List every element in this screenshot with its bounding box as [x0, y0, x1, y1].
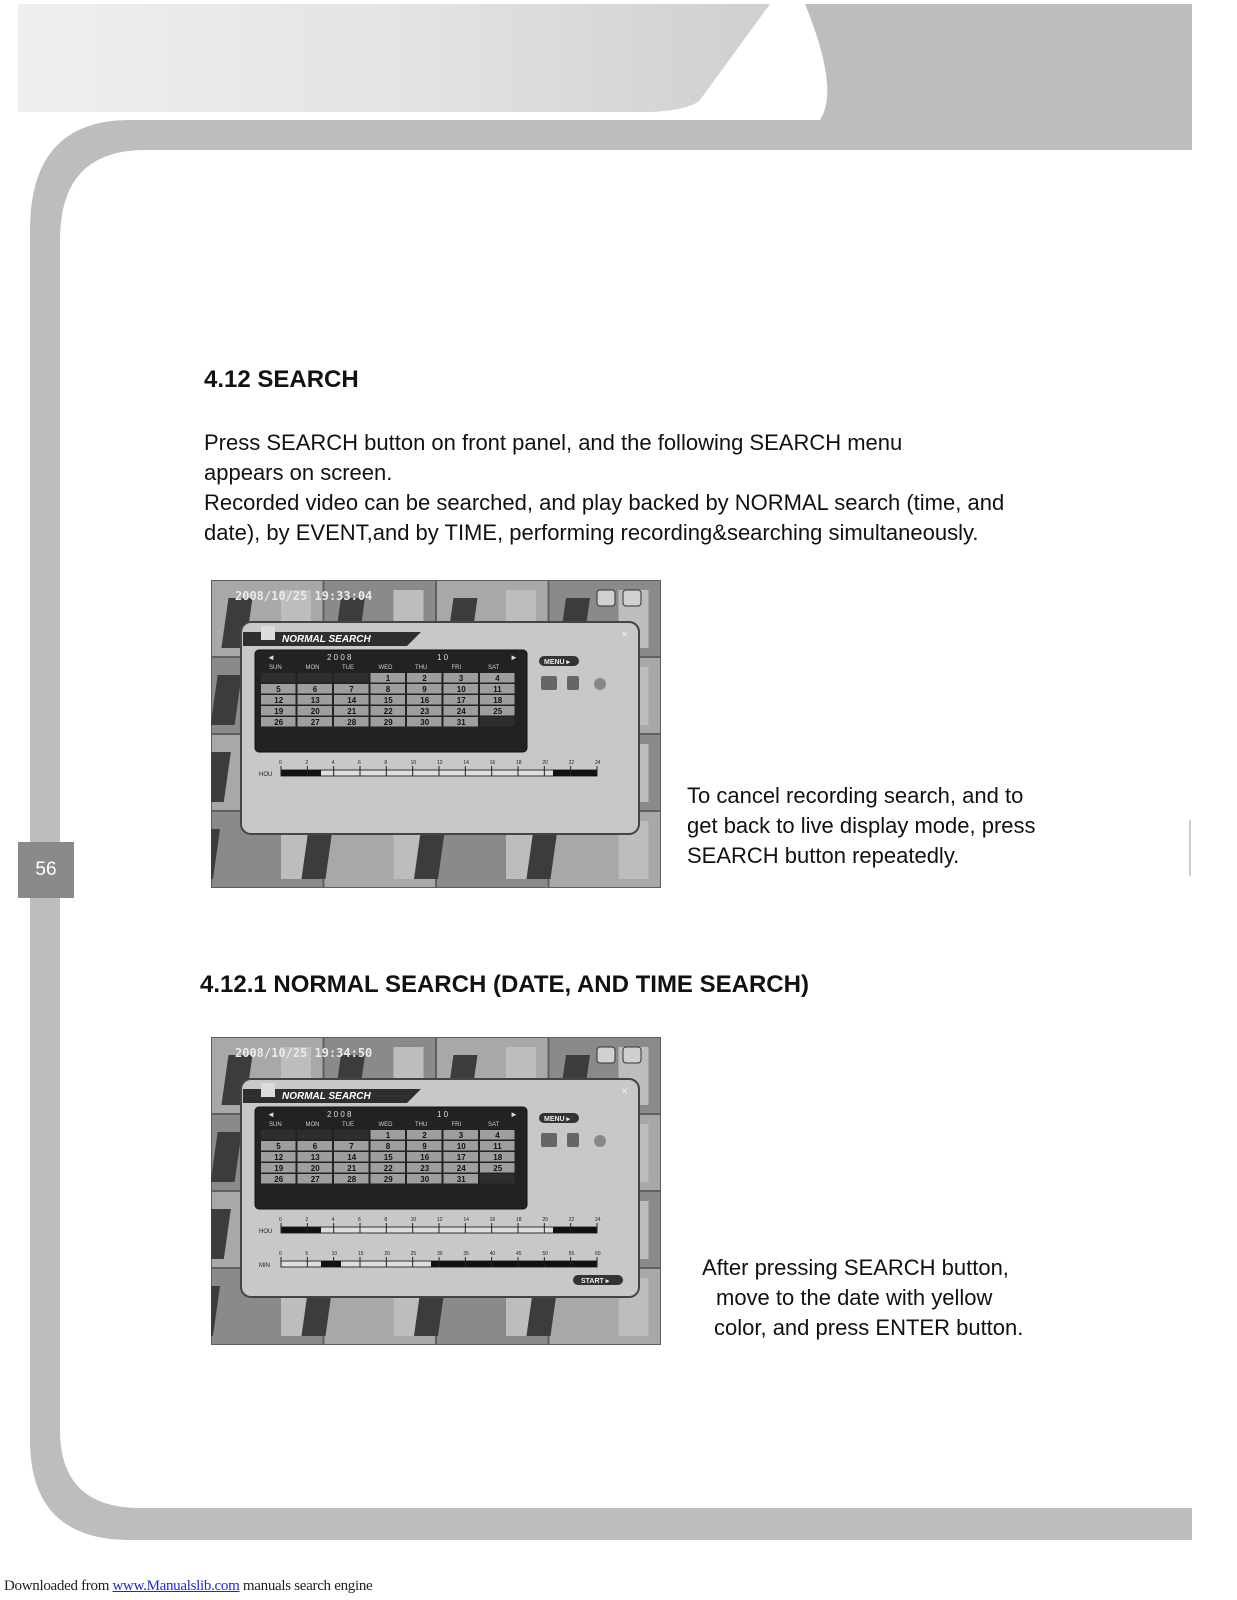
intro-paragraph — [204, 428, 1104, 548]
minute-tick-label: 5 — [305, 1251, 309, 1257]
backup-icon — [594, 1135, 606, 1147]
month-label: 1 0 — [437, 653, 449, 662]
archive-icon — [567, 676, 579, 690]
cancel-note — [687, 781, 1087, 871]
note-line: After pressing SEARCH button, — [702, 1255, 1009, 1280]
calendar-day: 11 — [493, 685, 502, 694]
hour-tick-label: 12 — [437, 760, 443, 766]
date-select-note — [702, 1253, 1102, 1343]
calendar-day: 3 — [458, 1131, 464, 1140]
weekday-label: THU — [415, 1122, 428, 1128]
recorded-segment — [553, 770, 597, 776]
next-month-button: ► — [510, 653, 518, 662]
close-icon: × — [621, 627, 629, 641]
hour-tick-label: 20 — [542, 1217, 548, 1223]
footer — [4, 1578, 372, 1595]
calendar-day: 24 — [456, 707, 466, 716]
calendar-day-cell — [261, 1130, 296, 1140]
calendar-day: 1 — [385, 674, 391, 683]
hour-tick-label: 24 — [595, 1217, 601, 1223]
calendar-day: 23 — [420, 707, 430, 716]
hour-tick-label: 0 — [279, 760, 282, 766]
calendar-day: 13 — [310, 1153, 320, 1162]
calendar-day: 5 — [276, 1142, 281, 1151]
note-line: To cancel recording search, and to — [687, 783, 1024, 808]
event-icon — [541, 1133, 557, 1147]
calendar-day: 18 — [493, 1153, 503, 1162]
calendar-day: 3 — [458, 674, 464, 683]
calendar-day: 15 — [383, 696, 393, 705]
weekday-label: SUN — [269, 665, 282, 671]
footer-suffix: manuals search engine — [239, 1578, 373, 1594]
calendar-day-cell — [298, 673, 333, 683]
calendar-day: 25 — [493, 1164, 503, 1173]
calendar-day: 27 — [310, 718, 320, 727]
calendar-day: 6 — [312, 685, 318, 694]
calendar-day: 30 — [420, 1175, 430, 1184]
calendar-day-cell — [261, 673, 296, 683]
calendar-day: 30 — [420, 718, 430, 727]
calendar-day: 16 — [420, 696, 430, 705]
weekday-label: MON — [305, 1122, 320, 1128]
next-month-button: ► — [510, 1110, 518, 1119]
calendar-day: 4 — [495, 1131, 500, 1140]
calendar-day: 28 — [347, 718, 357, 727]
dialog-title: NORMAL SEARCH — [282, 1091, 371, 1102]
prev-month-button: ◄ — [267, 1110, 275, 1119]
hour-tick-label: 16 — [489, 760, 496, 766]
calendar-day: 21 — [347, 707, 357, 716]
year-label: 2 0 0 8 — [327, 1110, 352, 1119]
hour-tick-label: 2 — [305, 760, 309, 766]
calendar-day: 11 — [493, 1142, 502, 1151]
hour-tick-label: 6 — [358, 760, 361, 766]
calendar-day: 1 — [385, 1131, 391, 1140]
osd-icon — [623, 590, 641, 606]
osd-icon — [597, 1047, 615, 1063]
prev-month-button: ◄ — [267, 653, 275, 662]
calendar-day: 23 — [420, 1164, 430, 1173]
calendar-day: 22 — [383, 1164, 393, 1173]
weekday-label: WED — [378, 665, 393, 671]
osd-icon — [623, 1047, 641, 1063]
calendar-day: 19 — [274, 1164, 284, 1173]
calendar-day: 2 — [422, 1131, 427, 1140]
note-line: color, and press ENTER button. — [714, 1315, 1024, 1340]
calendar-day-cell — [480, 1174, 515, 1184]
calendar-day: 8 — [385, 1142, 391, 1151]
calendar-day: 13 — [310, 696, 320, 705]
calendar-day: 12 — [274, 1153, 284, 1162]
archive-icon — [567, 1133, 579, 1147]
weekday-label: SAT — [488, 1122, 500, 1128]
calendar-day: 29 — [383, 1175, 393, 1184]
search-icon — [261, 1083, 275, 1097]
calendar-day: 8 — [385, 685, 391, 694]
hour-label: HOU — [259, 772, 273, 778]
timestamp-text: 2008/10/25 19:34:50 — [235, 1046, 373, 1060]
calendar-day: 28 — [347, 1175, 357, 1184]
subsection-title: 4.12.1 NORMAL SEARCH (DATE, AND TIME SEARCH) — [200, 971, 809, 998]
recorded-segment — [281, 770, 321, 776]
minute-tick-label: 15 — [358, 1251, 364, 1257]
calendar-day: 17 — [456, 1153, 466, 1162]
minute-tick-label: 10 — [331, 1251, 338, 1257]
calendar-day: 4 — [495, 674, 500, 683]
calendar-day: 17 — [456, 696, 466, 705]
weekday-label: MON — [305, 665, 320, 671]
hour-tick-label: 20 — [542, 760, 548, 766]
calendar-day-cell — [334, 673, 369, 683]
weekday-label: TUE — [342, 1122, 354, 1128]
calendar-day: 10 — [456, 1142, 466, 1151]
hour-tick-label: 10 — [410, 760, 417, 766]
calendar-day: 25 — [493, 707, 503, 716]
hour-label: HOU — [259, 1229, 273, 1235]
calendar-day: 24 — [456, 1164, 466, 1173]
calendar-day: 29 — [383, 718, 393, 727]
hour-tick-label: 6 — [358, 1217, 361, 1223]
intro-line: Recorded video can be searched, and play backed by NORMAL search (time, and — [204, 490, 1005, 515]
intro-line: Press SEARCH button on front panel, and the following SEARCH menu — [204, 430, 903, 455]
recorded-segment — [431, 1261, 597, 1267]
calendar-day-cell — [298, 1130, 333, 1140]
weekday-label: TUE — [342, 665, 354, 671]
weekday-label: SUN — [269, 1122, 282, 1128]
hour-tick-label: 18 — [516, 1217, 522, 1223]
minute-tick-label: 60 — [595, 1251, 601, 1257]
year-label: 2 0 0 8 — [327, 653, 352, 662]
calendar-day: 14 — [347, 1153, 357, 1162]
hour-tick-label: 18 — [516, 760, 522, 766]
minute-tick-label: 40 — [489, 1251, 496, 1257]
calendar-day: 26 — [274, 718, 284, 727]
calendar-day: 19 — [274, 707, 284, 716]
calendar-day: 7 — [349, 685, 354, 694]
calendar-day: 14 — [347, 696, 357, 705]
section-title: 4.12 SEARCH — [204, 366, 359, 393]
menu-label: MENU ▸ — [544, 1116, 571, 1123]
hour-tick-label: 2 — [305, 1217, 309, 1223]
timestamp-text: 2008/10/25 19:33:04 — [235, 589, 373, 603]
weekday-label: FRI — [451, 665, 462, 671]
calendar-day-cell — [334, 1130, 369, 1140]
minute-tick-label: 30 — [437, 1251, 443, 1257]
minute-tick-label: 35 — [463, 1251, 469, 1257]
minute-tick-label: 50 — [542, 1251, 548, 1257]
calendar-day: 20 — [310, 707, 320, 716]
hour-tick-label: 14 — [463, 1217, 469, 1223]
hour-tick-label: 0 — [279, 1217, 282, 1223]
calendar-day: 6 — [312, 1142, 318, 1151]
calendar-day: 16 — [420, 1153, 430, 1162]
recorded-segment — [553, 1227, 597, 1233]
hour-tick-label: 16 — [489, 1217, 496, 1223]
weekday-label: FRI — [451, 1122, 462, 1128]
recorded-segment — [281, 1227, 321, 1233]
recorded-segment — [321, 1261, 341, 1267]
note-line: SEARCH button repeatedly. — [687, 843, 960, 868]
minute-tick-label: 25 — [410, 1251, 417, 1257]
osd-icon — [597, 590, 615, 606]
minute-tick-label: 20 — [384, 1251, 390, 1257]
calendar-day: 18 — [493, 696, 503, 705]
hour-tick-label: 4 — [331, 1217, 335, 1223]
minute-label: MIN — [259, 1263, 270, 1269]
calendar-day: 9 — [422, 1142, 427, 1151]
hour-tick-label: 12 — [437, 1217, 443, 1223]
calendar-day: 31 — [456, 1175, 466, 1184]
footer-prefix: Downloaded from — [4, 1578, 113, 1594]
calendar-day: 5 — [276, 685, 281, 694]
calendar-day: 26 — [274, 1175, 284, 1184]
calendar-day: 9 — [422, 685, 427, 694]
hour-tick-label: 8 — [384, 760, 388, 766]
hour-tick-label: 24 — [595, 760, 601, 766]
weekday-label: SAT — [488, 665, 500, 671]
note-line: move to the date with yellow — [716, 1285, 993, 1310]
minute-tick-label: 45 — [516, 1251, 522, 1257]
hour-tick-label: 10 — [410, 1217, 417, 1223]
minute-tick-label: 55 — [568, 1251, 575, 1257]
hour-tick-label: 8 — [384, 1217, 388, 1223]
search-icon — [261, 626, 275, 640]
event-icon — [541, 676, 557, 690]
normal-search-screenshot-1 — [211, 580, 661, 888]
calendar-day: 15 — [383, 1153, 393, 1162]
calendar-day: 31 — [456, 718, 466, 727]
manualslib-link[interactable]: www.Manualslib.com — [112, 1578, 240, 1594]
minute-tick-label: 0 — [279, 1251, 282, 1257]
intro-line: date), by EVENT,and by TIME, performing recording&searching simultaneously. — [204, 520, 979, 545]
calendar-day: 27 — [310, 1175, 320, 1184]
hour-tick-label: 22 — [568, 760, 575, 766]
calendar-day: 12 — [274, 696, 284, 705]
calendar-day: 7 — [349, 1142, 354, 1151]
intro-line: appears on screen. — [204, 460, 393, 485]
weekday-label: THU — [415, 665, 428, 671]
calendar-day: 21 — [347, 1164, 357, 1173]
hour-tick-label: 14 — [463, 760, 469, 766]
start-label: START ▸ — [581, 1278, 610, 1285]
normal-search-screenshot-2 — [211, 1037, 661, 1345]
hour-tick-label: 4 — [331, 760, 335, 766]
backup-icon — [594, 678, 606, 690]
note-line: get back to live display mode, press — [687, 813, 1036, 838]
dialog-title: NORMAL SEARCH — [282, 634, 371, 645]
calendar-day: 20 — [310, 1164, 320, 1173]
page-number: 56 — [18, 842, 74, 898]
calendar-day: 22 — [383, 707, 393, 716]
hour-tick-label: 22 — [568, 1217, 575, 1223]
calendar-day: 2 — [422, 674, 427, 683]
calendar-day: 10 — [456, 685, 466, 694]
calendar-day-cell — [480, 717, 515, 727]
month-label: 1 0 — [437, 1110, 449, 1119]
weekday-label: WED — [378, 1122, 393, 1128]
menu-label: MENU ▸ — [544, 659, 571, 666]
close-icon: × — [621, 1084, 629, 1098]
